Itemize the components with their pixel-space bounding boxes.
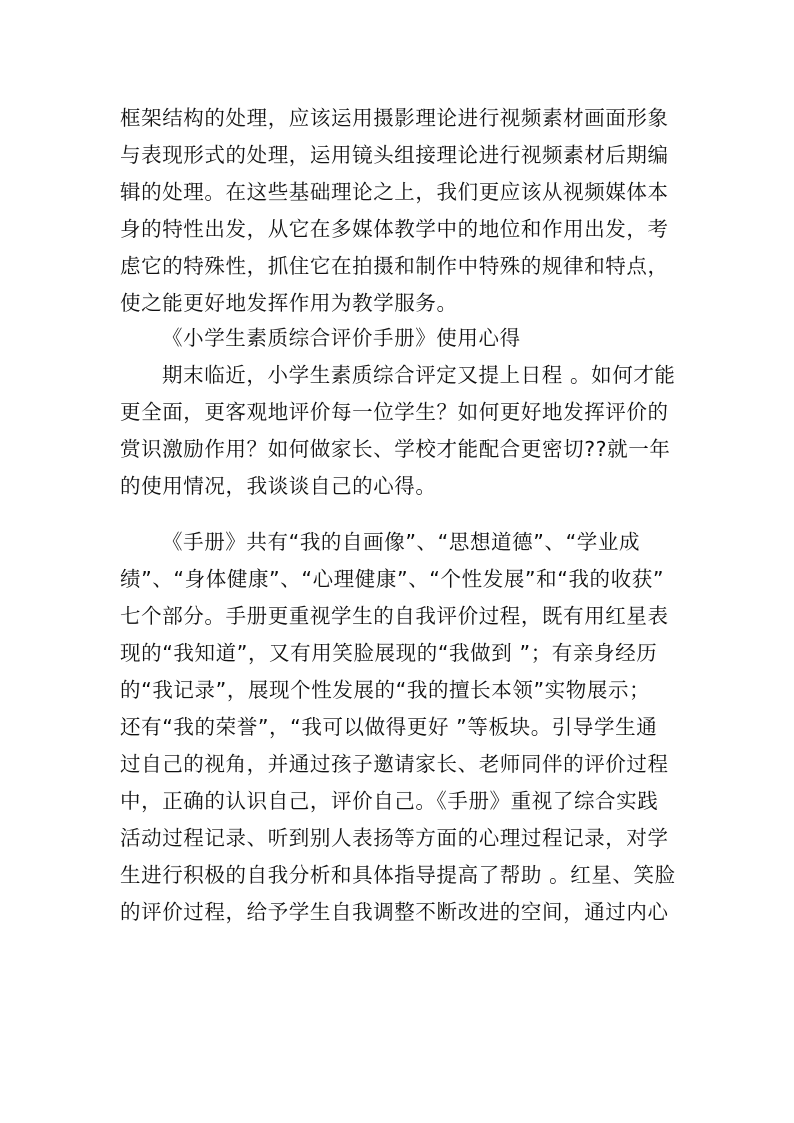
paragraph-line: 使之能更好地发挥作用为教学服务。 xyxy=(120,291,458,315)
paragraph-line: 期末临近，小学生素质综合评定又提上日程 。如何才能 xyxy=(162,363,676,387)
paragraph-line: 《手册》共有“我的自画像”、“思想道德”、“学业成 xyxy=(162,530,641,554)
paragraph-line: 过自己的视角，并通过孩子邀请家长、老师同伴的评价过程 xyxy=(120,752,669,776)
paragraph-line: 赏识激励作用？如何做家长、学校才能配合更密切??就一年 xyxy=(120,437,671,461)
paragraph-line: 绩”、“身体健康”、“心理健康”、“个性发展”和“我的收获” xyxy=(120,567,665,591)
paragraph-line: 七个部分。手册更重视学生的自我评价过程，既有用红星表 xyxy=(120,604,669,628)
paragraph-line: 现的“我知道”，又有用笑脸展现的“我做到 ”；有亲身经历 xyxy=(120,641,658,665)
paragraph-line: 的评价过程，给予学生自我调整不断改进的空间，通过内心 xyxy=(120,900,669,924)
paragraph-line: 的使用情况，我谈谈自己的心得。 xyxy=(120,474,437,498)
paragraph-line: 辑的处理。在这些基础理论之上，我们更应该从视频媒体本 xyxy=(120,180,669,204)
paragraph-line: 框架结构的处理，应该运用摄影理论进行视频素材画面形象 xyxy=(120,106,669,130)
section-title: 《小学生素质综合评价手册》使用心得 xyxy=(162,326,521,350)
paragraph-line: 更全面，更客观地评价每一位学生？如何更好地发挥评价的 xyxy=(120,400,669,424)
paragraph-line: 活动过程记录、听到别人表扬等方面的心理过程记录，对学 xyxy=(120,826,669,850)
paragraph-line: 的“我记录”，展现个性发展的“我的擅长本领”实物展示； xyxy=(120,678,651,702)
paragraph-line: 生进行积极的自我分析和具体指导提高了帮助 。红星、笑脸 xyxy=(120,863,676,887)
paragraph-line: 中，正确的认识自己，评价自己。《手册》重视了综合实践 xyxy=(120,789,659,813)
paragraph-line: 虑它的特殊性，抓住它在拍摄和制作中特殊的规律和特点， xyxy=(120,254,669,278)
paragraph-line: 与表现形式的处理，运用镜头组接理论进行视频素材后期编 xyxy=(120,143,669,167)
paragraph-line: 还有“我的荣誉”，“我可以做得更好 ”等板块。引导学生通 xyxy=(120,715,658,739)
paragraph-line: 身的特性出发，从它在多媒体教学中的地位和作用出发，考 xyxy=(120,217,669,241)
